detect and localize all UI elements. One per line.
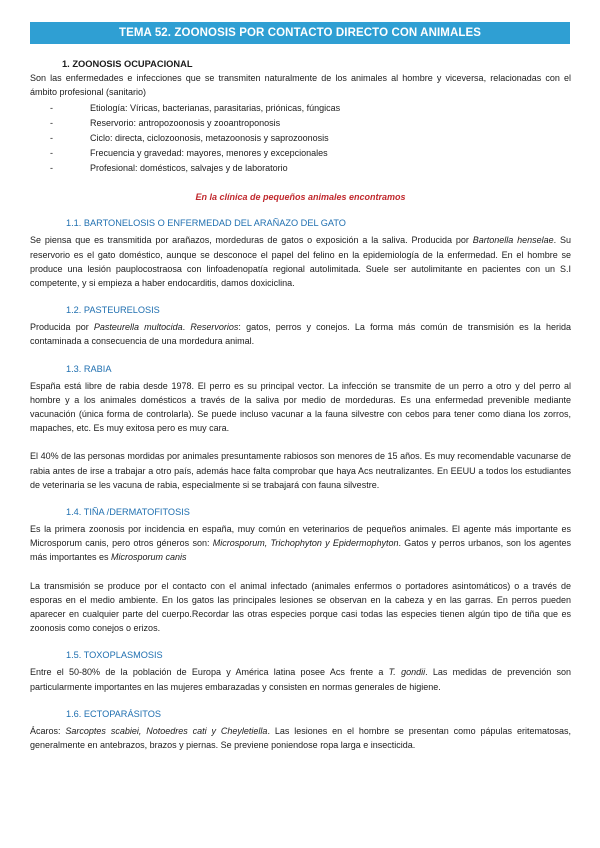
list-item: - Profesional: domésticos, salvajes y de laboratorio bbox=[50, 163, 288, 174]
section-1-4 bbox=[30, 505, 571, 635]
page-title: TEMA 52. ZOONOSIS POR CONTACTO DIRECTO CON ANIMALES bbox=[30, 22, 570, 44]
subsection-heading: 1.5. TOXOPLASMOSIS bbox=[66, 650, 163, 661]
subsection-heading: 1.1. BARTONELOSIS O ENFERMEDAD DEL ARAÑAZO DEL GATO bbox=[66, 218, 346, 229]
section-1-2 bbox=[30, 303, 571, 348]
subsection-heading: 1.2. PASTEURELOSIS bbox=[66, 305, 160, 316]
paragraph: Es la primera zoonosis por incidencia en españa, muy común en veterinarios de pequeños animales. El agente más importante es Microsporum canis, pero otros géneros son: Microsporum, Trichophyton y Epidermophyton. Gatos y perros urbanos, son los agentes más importantes es Microsporum canis bbox=[30, 524, 571, 563]
section-heading-1: 1. ZOONOSIS OCUPACIONAL bbox=[62, 59, 193, 69]
paragraph: Entre el 50-80% de la población de Europa y América latina posee Acs frente a T. gondii. Las medidas de prevención son particularmente importantes en las mujeres embarazadas y consisten en normas generales de higiene. bbox=[30, 667, 572, 692]
paragraph: Ácaros: Sarcoptes scabiei, Notoedres cati y Cheyletiella. Las lesiones en el hombre se presentan como pápulas eritematosas, generalmente en antebrazos, brazos y piernas. Se previene poniendose ropa larga e insecticida. bbox=[30, 725, 571, 751]
subsection-heading: 1.4. TIÑA /DERMATOFITOSIS bbox=[66, 507, 190, 518]
document-body bbox=[30, 57, 571, 752]
paragraph: La transmisión se produce por el contacto con el animal infectado (animales enfermos o portadores asintomáticos) o a través de esporas en el medio ambiente. En los gatos las principales lesiones se observan en la cabeza y en las garras. En perros pueden aparecer en cualquier parte del cuerpo.Recordar las otras especies porque casi todas las especies tienen algún tipo de tiña que es zoonosis como conejos o erizos. bbox=[30, 580, 571, 634]
section-1-3 bbox=[30, 362, 571, 492]
paragraph: Se piensa que es transmitida por arañazos, mordeduras de gatos o exposición a la saliva. Producida por Bartonella henselae. Su reservorio es el gato doméstico, aunque se desconoce el papel del felino en la epidemiología de la enfermedad. En el hombre se produce una lesión pauplocostraosa con linfoadenopatía regional autolimitada. Suele ser autolimitante en pacientes con un S.I competente, y si empieza a haber endocarditis, damos doxiciclina. bbox=[30, 235, 572, 289]
subsection-heading: 1.6. ECTOPARÁSITOS bbox=[66, 708, 161, 719]
list-item: - Etiología: Víricas, bacterianas, parasitarias, priónicas, fúngicas bbox=[50, 103, 341, 114]
clinic-heading: En la clínica de pequeños animales encontramos bbox=[195, 192, 406, 203]
paragraph: El 40% de las personas mordidas por animales presuntamente rabiosos son menores de 15 años. Es muy recomendable vacunarse de rabia antes de irse a trabajar a otro país, además hace falta comprobar que haya Acs neutralizantes. En EEUU a todos los estudiantes de veterinaria se les vacuna de rabia, especialmente si se trabajará con fauna silvestre. bbox=[30, 451, 571, 490]
paragraph: Producida por Pasteurella multocida. Reservorios: gatos, perros y conejos. La forma más común de transmisión es la herida contaminada a consecuencia de una mordedura animal. bbox=[30, 322, 571, 347]
list-item: - Ciclo: directa, ciclozoonosis, metazoonosis y saprozoonosis bbox=[50, 133, 329, 144]
list-item: - Reservorio: antropozoonosis y zooantroponosis bbox=[50, 118, 281, 129]
section-1-6 bbox=[30, 707, 571, 752]
section-1-1 bbox=[30, 216, 571, 290]
subsection-heading: 1.3. RABIA bbox=[66, 363, 112, 374]
section-1-list bbox=[30, 101, 571, 176]
paragraph: España está libre de rabia desde 1978. El perro es su principal vector. La infección se transmite de un perro a otro y del perro al hombre y a los animales domésticos a través de la saliva por medio de mordeduras. Es una enfermedad prevenible mediante vacunación (única forma de controlarla). Se puede incluso vacunar a la fauna silvestre con cebos para tener como diana los zorros, mapaches, etc. Es muy exitosa pero es muy cara. bbox=[30, 380, 571, 434]
section-1-intro: Son las enfermedades e infecciones que se transmiten naturalmente de los animales al hombre y viceversa, relacionadas con el ámbito profesional (sanitario) bbox=[30, 73, 571, 98]
list-item: - Frecuencia y gravedad: mayores, menores y excepcionales bbox=[50, 148, 328, 159]
section-1-5 bbox=[30, 648, 571, 693]
